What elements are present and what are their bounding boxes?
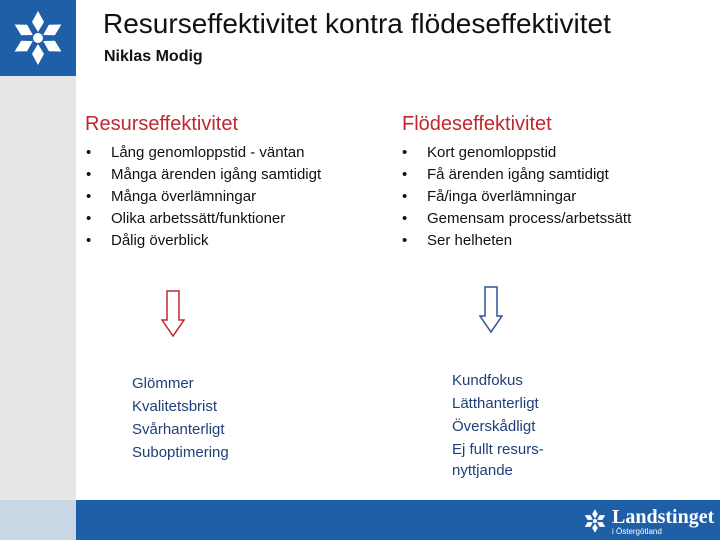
down-arrow-icon [479,286,503,334]
list-item: Kundfokus [452,372,523,389]
list-item: • Gemensam process/arbetssätt [402,210,632,227]
list-item: • Få ärenden igång samtidigt [402,166,609,183]
logo-block [0,0,76,76]
snowflake-flower-icon [582,508,608,534]
list-item: • Dålig överblick [86,232,209,249]
left-result-list [132,373,229,465]
list-item: Glömmer [132,375,194,392]
right-result-list [452,370,572,483]
brand-logo [582,504,716,538]
right-bullet-list [402,143,632,253]
down-arrow-icon [161,290,185,338]
list-item: • Kort genomloppstid [402,144,557,161]
slide-subtitle: Niklas Modig [104,48,203,65]
list-item: • Ser helheten [402,232,513,249]
list-item: • Många överlämningar [86,188,257,205]
right-column-heading: Flödeseffektivitet [402,113,552,135]
footer-bar [0,500,720,540]
list-item: Överskådligt [452,418,536,435]
brand-subtitle: i Östergötland [612,527,662,536]
list-item: Ej fullt resurs-nyttjande [452,441,544,479]
footer-strip [0,500,76,540]
list-item: Lätthanterligt [452,395,539,412]
list-item: • Få/inga överlämningar [402,188,577,205]
list-item: • Många ärenden igång samtidigt [86,166,322,183]
list-item: Svårhanterligt [132,421,225,438]
list-item: • Olika arbetssätt/funktioner [86,210,286,227]
left-column-heading: Resurseffektivitet [85,113,239,135]
left-decorative-strip [0,76,76,500]
slide-title: Resurseffektivitet kontra flödeseffektivitet [103,8,611,39]
snowflake-flower-icon [6,6,70,70]
list-item: • Lång genomloppstid - väntan [86,144,305,161]
brand-name: Landstinget [612,506,715,528]
list-item: Suboptimering [132,444,229,461]
list-item: Kvalitetsbrist [132,398,218,415]
left-bullet-list [86,143,326,253]
